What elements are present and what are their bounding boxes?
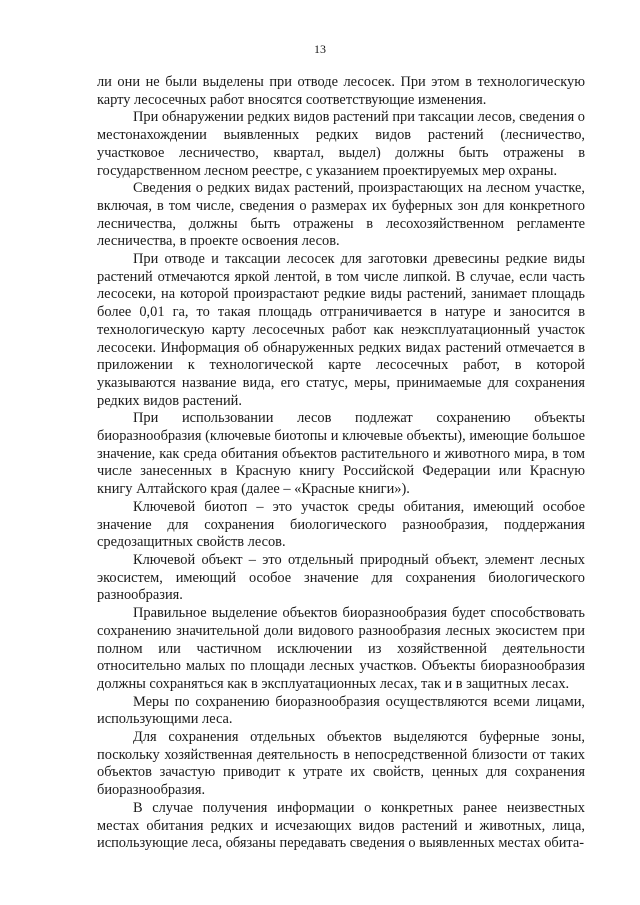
paragraph-10: Для сохранения отдельных объектов выделяются буферные зоны, поскольку хозяйственная деятельность в непосредственной близости от таких объектов зачастую приводит к утрате их свойств, ценных для сохранения биоразнообразия. (97, 729, 585, 799)
paragraph-11: В случае получения информации о конкретных ранее неизвестных местах обитания редких и исчезающих видов растений и животных, лица, использующие леса, обязаны передавать сведения о выявленных местах обита- (97, 799, 585, 852)
paragraph-7: Ключевой объект – это отдельный природный объект, элемент лесных экосистем, имеющий особое значение для сохранения биологического разнообразия. (97, 551, 585, 604)
paragraph-3: Сведения о редких видах растений, произрастающих на лесном участке, включая, в том числе, сведения о размерах их буферных зон для конкретного лесничества, должны быть отражены в лесохозяйственном регламенте лесничества, в проекте освоения лесов. (97, 180, 585, 250)
paragraph-2: При обнаружении редких видов растений при таксации лесов, сведения о местонахождении выявленных редких видов растений (лесничество, участковое лесничество, квартал, выдел) должны быть отражены в государственном лесном реестре, с указанием проектируемых мер охраны. (97, 109, 585, 179)
body-text (97, 74, 585, 853)
paragraph-9: Меры по сохранению биоразнообразия осуществляются всеми лицами, использующими леса. (97, 693, 585, 728)
paragraph-1: ли они не были выделены при отводе лесосек. При этом в технологическую карту лесосечных работ вносятся соответствующие изменения. (97, 74, 585, 108)
paragraph-5: При использовании лесов подлежат сохранению объекты биоразнообразия (ключевые биотопы и ключевые объекты), имеющие большое значение, как среда обитания объектов растительного и животного мира, в том числе занесенных в Красную книгу Российской Федерации или Красную книгу Алтайского края (далее – «Красные книги»). (97, 410, 585, 498)
paragraph-8: Правильное выделение объектов биоразнообразия будет способствовать сохранению значительной доли видового разнообразия лесных экосистем при полном или частичном исключении из хозяйственной деятельности относительно малых по площади лесных участков. Объекты биоразнообразия должны сохраняться как в эксплуатационных лесах, так и в защитных лесах. (97, 605, 585, 692)
paragraph-4: При отводе и таксации лесосек для заготовки древесины редкие виды растений отмечаются яркой лентой, в том числе липкой. В случае, если часть лесосеки, на которой произрастают редкие виды растений, занимает площадь более 0,01 га, то такая площадь отграничивается в натуре и заносится в технологическую карту лесосечных работ как неэксплуатационный участок лесосеки. Информация об обнаруженных редких видах растений отмечается в приложении к технологической карте лесосечных работ, в которой указываются название вида, его статус, меры, принимаемые для сохранения редких видов растений. (97, 251, 585, 409)
page-number: 13 (314, 42, 326, 56)
paragraph-6: Ключевой биотоп – это участок среды обитания, имеющий особое значение для сохранения биологического разнообразия, поддержания средозащитных свойств лесов. (97, 498, 585, 551)
